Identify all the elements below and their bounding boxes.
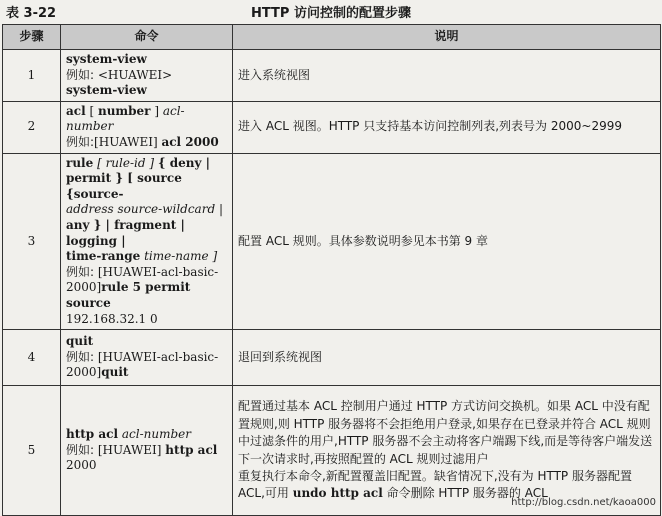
command-cell — [61, 330, 233, 386]
command-argument: [ rule-id ] — [97, 155, 155, 170]
table-row — [3, 330, 661, 386]
example-label: 例如: — [66, 264, 95, 279]
command-example — [66, 68, 227, 99]
syntax-bracket: ] — [154, 103, 159, 118]
description-cell: 退回到系统视图 — [233, 330, 661, 386]
command-keyword: { deny | — [157, 155, 211, 170]
command-keyword: time-range — [66, 249, 141, 264]
command-argument: acl-number — [66, 103, 185, 134]
command-argument: acl-number — [121, 427, 191, 442]
description-cell: 配置 ACL 规则。具体参数说明参见本书第 9 章 — [233, 153, 661, 330]
header-command: 命令 — [61, 25, 233, 50]
command-syntax — [66, 104, 227, 135]
table-title: HTTP 访问控制的配置步骤 — [251, 6, 411, 21]
table-number: 表 3-22 — [6, 6, 57, 21]
example-argument: 2000 — [66, 458, 97, 473]
command-syntax — [66, 156, 227, 265]
description-text: 命令删除 HTTP 服务器的 ACL — [386, 486, 548, 501]
example-command: quit — [101, 365, 129, 380]
example-label: 例如: — [66, 67, 95, 82]
description-cell: 进入系统视图 — [233, 50, 661, 102]
example-prompt: [HUAWEI-acl-basic-2000] — [66, 349, 219, 380]
command-syntax-line: permit } [ source {source- — [66, 171, 182, 201]
config-steps-table — [2, 24, 661, 516]
example-prompt: [HUAWEI] — [94, 134, 158, 149]
description-command: undo http acl — [292, 486, 383, 501]
syntax-bracket: [ — [89, 103, 95, 118]
example-prompt: [HUAWEI-acl-basic-2000] — [66, 264, 219, 295]
example-label: 例如: — [66, 442, 95, 457]
command-cell — [61, 101, 233, 153]
command-syntax: system-view — [66, 52, 147, 66]
step-number: 1 — [3, 50, 61, 102]
command-example — [66, 135, 227, 151]
step-number: 4 — [3, 330, 61, 386]
command-syntax-line: any } | fragment | logging | — [66, 217, 185, 248]
command-cell — [61, 50, 233, 102]
example-prompt: [HUAWEI] — [97, 442, 162, 457]
example-command: rule 5 permit source — [66, 280, 191, 310]
example-command: http acl — [165, 442, 218, 457]
command-keyword: acl — [66, 103, 86, 118]
command-example — [66, 265, 227, 327]
description-paragraph: 配置通过基本 ACL 控制用户通过 HTTP 方式访问交换机。如果 ACL 中没有配置规则,则 HTTP 服务器将不会拒绝用户登录,如果存在已登录并符合 ACL 规则中过滤条件的用户,HTTP 服务器不会主动将客户端踢下线,而是等待客户端发送下一次请求时,再按照配置的 ACL 规则过滤用户 — [238, 399, 653, 466]
example-prompt: <HUAWEI> — [97, 67, 173, 82]
table-header-row — [3, 25, 661, 50]
command-example — [66, 350, 227, 381]
example-label: 例如: — [66, 349, 95, 364]
command-keyword: number — [97, 103, 151, 118]
source-watermark: http://blog.csdn.net/kaoa000 — [511, 497, 656, 508]
description-text: 重复执行本命令,新配置覆盖旧配置。缺省情况下,没有为 HTTP 服务器配置 ACL,可用 — [238, 468, 632, 501]
step-number: 5 — [3, 386, 61, 516]
command-cell — [61, 386, 233, 516]
command-example — [66, 443, 227, 474]
example-command: acl 2000 — [161, 134, 219, 149]
command-syntax: quit — [66, 334, 94, 349]
example-command: system-view — [66, 83, 147, 98]
description-cell: 进入 ACL 视图。HTTP 只支持基本访问控制列表,列表号为 2000~2999 — [233, 101, 661, 153]
step-number: 2 — [3, 101, 61, 153]
table-caption — [0, 0, 662, 22]
command-argument: time-name ] — [144, 249, 218, 264]
command-syntax-line: address source-wildcard | — [66, 202, 223, 217]
table-row — [3, 153, 661, 330]
table-row — [3, 50, 661, 102]
header-step: 步骤 — [3, 25, 61, 50]
example-argument: 192.168.32.1 0 — [66, 311, 158, 326]
command-cell — [61, 153, 233, 330]
command-syntax — [66, 427, 227, 443]
command-keyword: rule — [66, 155, 94, 170]
example-label: 例如: — [66, 134, 95, 149]
header-description: 说明 — [233, 25, 661, 50]
table-row — [3, 101, 661, 153]
command-keyword: http acl — [66, 427, 119, 442]
step-number: 3 — [3, 153, 61, 330]
